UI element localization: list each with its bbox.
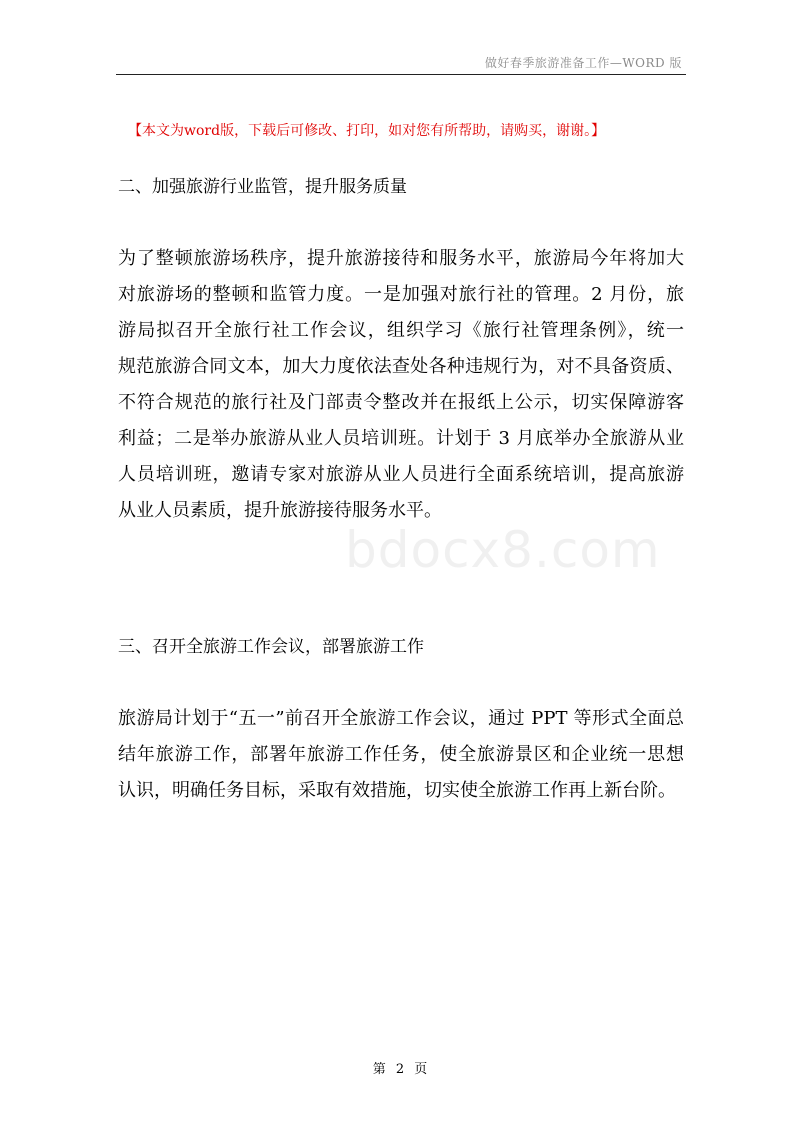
paragraph-line: 不符合规范的旅行社及门部责令整改并在报纸上公示，切实保障游客 bbox=[118, 392, 684, 413]
paragraph-line: 认识，明确任务目标，采取有效措施，切实使全旅游工作再上新台阶。 bbox=[118, 780, 676, 801]
footer-suffix: 页 bbox=[414, 1062, 428, 1077]
section-3-paragraph bbox=[118, 701, 684, 809]
paragraph-line: 为了整顿旅游场秩序，提升旅游接待和服务水平，旅游局今年将加大 bbox=[118, 248, 684, 269]
page-footer bbox=[0, 1058, 800, 1077]
paragraph-line: 旅游局计划于“五一”前召开全旅游工作会议，通过 PPT 等形式全面总 bbox=[118, 708, 684, 729]
page-number: 2 bbox=[395, 1062, 405, 1077]
header-title: 做好春季旅游准备工作—WORD 版 bbox=[484, 56, 682, 70]
footer-prefix: 第 bbox=[372, 1062, 386, 1077]
section-2-paragraph bbox=[118, 241, 684, 529]
paragraph-line: 结年旅游工作，部署年旅游工作任务，使全旅游景区和企业统一思想 bbox=[118, 744, 684, 765]
paragraph-line: 从业人员素质，提升旅游接待服务水平。 bbox=[118, 500, 442, 521]
paragraph-line: 人员培训班，邀请专家对旅游从业人员进行全面系统培训，提高旅游 bbox=[118, 464, 684, 485]
paragraph-line: 利益；二是举办旅游从业人员培训班。计划于 3 月底举办全旅游从业 bbox=[118, 428, 684, 449]
paragraph-line: 游局拟召开全旅行社工作会议，组织学习《旅行社管理条例》，统一 bbox=[118, 320, 684, 341]
watermark: bdocx8.com bbox=[345, 521, 661, 579]
purchase-notice: 【本文为word版，下载后可修改、打印，如对您有所帮助，请购买，谢谢。】 bbox=[128, 123, 606, 139]
header-divider bbox=[116, 74, 686, 75]
section-2-heading: 二、加强旅游行业监管，提升服务质量 bbox=[118, 177, 407, 197]
paragraph-line: 规范旅游合同文本，加大力度依法查处各种违规行为，对不具备资质、 bbox=[118, 356, 684, 377]
paragraph-line: 对旅游场的整顿和监管力度。一是加强对旅行社的管理。2 月份，旅 bbox=[118, 284, 684, 305]
section-3-heading: 三、召开全旅游工作会议，部署旅游工作 bbox=[118, 637, 424, 657]
